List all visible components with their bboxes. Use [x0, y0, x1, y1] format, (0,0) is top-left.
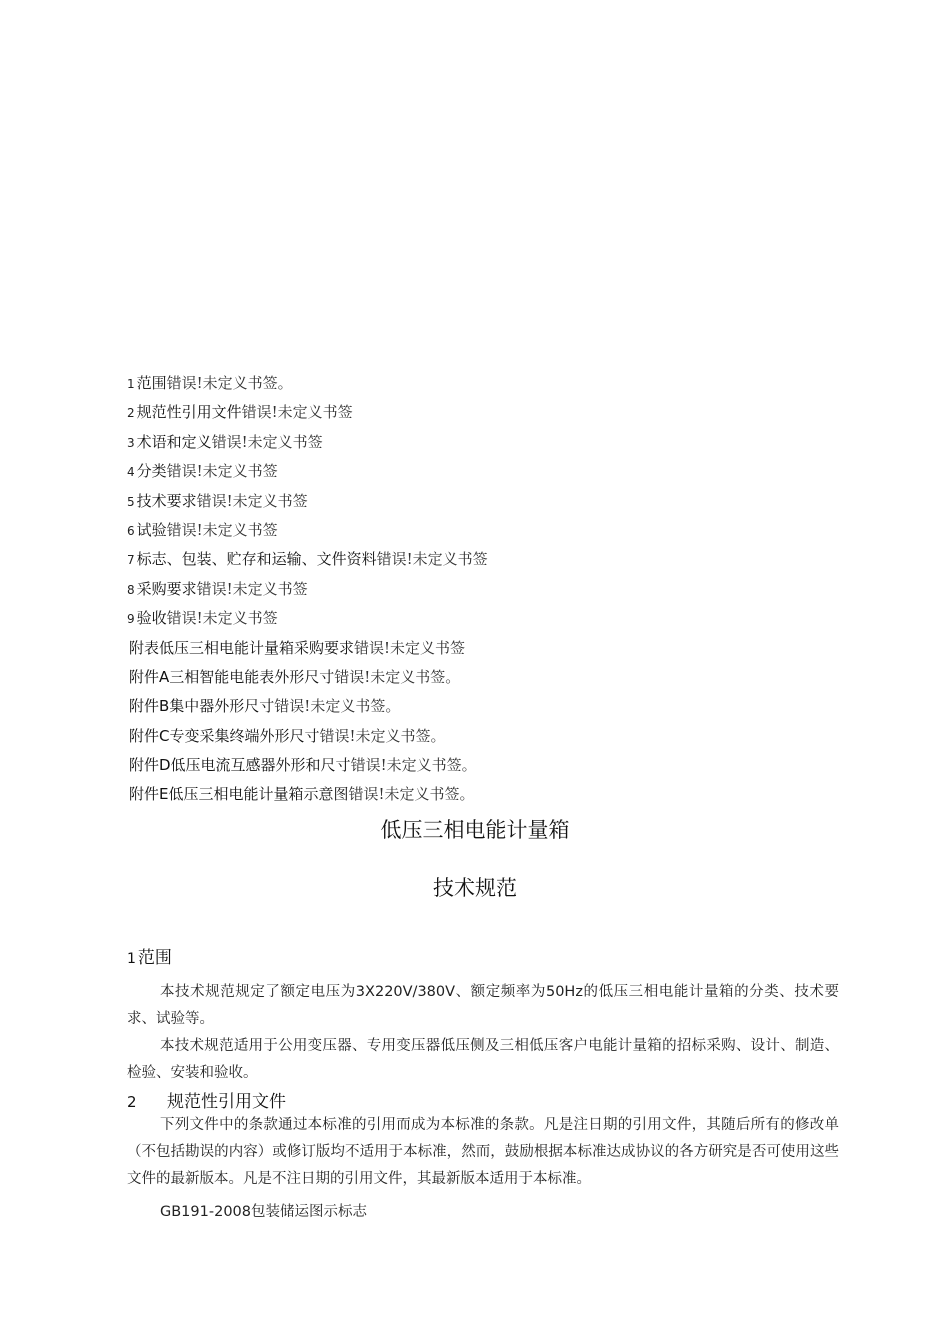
toc-entry[interactable]: [127, 753, 827, 782]
toc-entry-number: 7: [127, 553, 135, 568]
toc-entry-number: 5: [127, 494, 135, 509]
toc-entry-error: 错误!未定义书签。: [319, 726, 446, 745]
toc-entry-title: 附件D低压电流互感器外形和尺寸: [129, 756, 351, 775]
toc-entry-number: 8: [127, 582, 135, 597]
toc-entry[interactable]: [127, 430, 827, 459]
section-title: 范围: [137, 948, 172, 968]
section-title: 规范性引用文件: [167, 1092, 286, 1112]
toc-entry-title: 采购要求: [136, 579, 197, 598]
toc-entry[interactable]: [127, 371, 827, 400]
toc-entry-error: 错误!未定义书签。: [334, 667, 461, 686]
toc-entry-number: 1: [127, 377, 135, 391]
toc-entry[interactable]: [127, 547, 827, 576]
toc-entry-error: 错误!未定义书签。: [166, 374, 293, 392]
toc-entry-error: 错误!未定义书签: [241, 403, 353, 422]
toc-entry-title: 标志、包装、贮存和运输、文件资料: [136, 550, 377, 569]
toc-entry-title: 验收: [136, 609, 167, 628]
toc-entry-error: 错误!未定义书签: [354, 638, 466, 657]
scope-paragraph-2: 本技术规范适用于公用变压器、专用变压器低压侧及三相低压客户电能计量箱的招标采购、设计、制造、检验、安装和验收。: [127, 1038, 839, 1081]
toc-entry-title: 附件B集中器外形尺寸: [129, 697, 275, 716]
section-number: 2: [127, 1093, 137, 1111]
toc-entry-error: 错误!未定义书签: [196, 491, 308, 510]
table-of-contents: [127, 371, 827, 812]
toc-entry-error: 错误!未定义书签。: [350, 756, 477, 775]
toc-entry[interactable]: [127, 782, 827, 811]
toc-entry-title: 试验: [136, 520, 167, 539]
toc-entry[interactable]: [127, 724, 827, 753]
toc-entry[interactable]: [127, 400, 827, 429]
toc-entry-error: 错误!未定义书签: [376, 550, 488, 569]
document-title: 低压三相电能计量箱: [380, 818, 570, 842]
section-heading-normative-references: [127, 1087, 286, 1112]
toc-entry-error: 错误!未定义书签: [196, 579, 308, 598]
toc-entry-title: 范围: [136, 374, 167, 392]
toc-entry-number: 9: [127, 612, 135, 627]
toc-entry-error: 错误!未定义书签: [211, 432, 323, 451]
toc-entry-error: 错误!未定义书签: [166, 520, 278, 539]
toc-entry-number: 2: [127, 406, 135, 421]
toc-entry[interactable]: [127, 459, 827, 488]
toc-entry-title: 附表低压三相电能计量箱采购要求: [129, 638, 355, 657]
toc-entry-error: 错误!未定义书签。: [274, 697, 401, 716]
toc-entry[interactable]: [127, 577, 827, 606]
toc-entry-error: 错误!未定义书签: [166, 609, 278, 628]
toc-entry-title: 规范性引用文件: [136, 403, 242, 422]
document-subtitle: 技术规范: [433, 876, 517, 900]
toc-entry-title: 技术要求: [136, 491, 197, 510]
section-heading-scope: [127, 943, 172, 968]
toc-entry-title: 附件E低压三相电能计量箱示意图: [129, 785, 349, 804]
toc-entry-title: 附件C专变采集终端外形尺寸: [129, 726, 320, 745]
reference-item: GB191-2008包装储运图示标志: [160, 1204, 367, 1220]
toc-entry[interactable]: [127, 636, 827, 665]
toc-entry-number: 6: [127, 523, 135, 538]
references-paragraph: 下列文件中的条款通过本标准的引用而成为本标准的条款。凡是注日期的引用文件，其随后所有的修改单（不包括勘误的内容）或修订版均不适用于本标准，然而，鼓励根据本标准达成协议的各方研究是否可使用这些文件的最新版本。凡是不注日期的引用文件，其最新版本适用于本标准。: [127, 1117, 839, 1187]
toc-entry[interactable]: [127, 518, 827, 547]
toc-entry-error: 错误!未定义书签: [166, 462, 278, 481]
toc-entry-error: 错误!未定义书签。: [348, 785, 475, 804]
toc-entry-title: 术语和定义: [136, 432, 212, 451]
toc-entry[interactable]: [127, 606, 827, 635]
toc-entry[interactable]: [127, 694, 827, 723]
section-number: 1: [127, 951, 136, 967]
toc-entry-title: 附件A三相智能电能表外形尺寸: [129, 667, 335, 686]
toc-entry-title: 分类: [136, 462, 167, 481]
toc-entry[interactable]: [127, 665, 827, 694]
toc-entry-number: 4: [127, 465, 135, 480]
toc-entry[interactable]: [127, 489, 827, 518]
scope-paragraph-1: 本技术规范规定了额定电压为3X220V/380V、额定频率为50Hz的低压三相电能计量箱的分类、技术要求、试验等。: [127, 984, 839, 1027]
toc-entry-number: 3: [127, 435, 135, 450]
